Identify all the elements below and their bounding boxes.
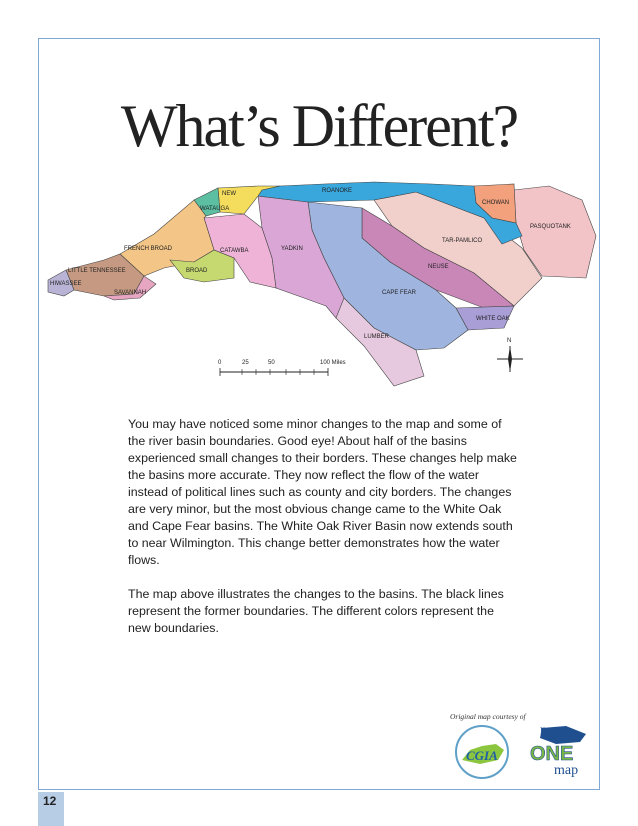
label-pasquotank: PASQUOTANK (530, 224, 571, 230)
body-text (128, 416, 520, 654)
scale-label-100: 100 Miles (320, 360, 346, 366)
label-catawba: CATAWBA (220, 248, 249, 254)
nc-logo-one-text: ONE (530, 743, 574, 765)
nc-logo-nc-text: nc (540, 723, 554, 738)
paragraph: The map above illustrates the changes to the basins. The black lines represent the former boundaries. The different colors represent the new boundaries. (128, 587, 504, 635)
label-little-tennessee: LITTLE TENNESSEE (68, 268, 126, 274)
compass-label: N (507, 338, 512, 344)
label-french-broad: FRENCH BROAD (124, 246, 173, 252)
nc-logo-map-text: map (554, 763, 579, 778)
cgia-logo (452, 720, 512, 780)
label-neuse: NEUSE (428, 264, 449, 270)
scale-label-25: 25 (242, 360, 249, 366)
label-tar-pamlico: TAR-PAMLICO (442, 238, 483, 244)
river-basin-map-graphic (44, 178, 600, 388)
label-hiwassee: HIWASSEE (50, 281, 82, 287)
river-basin-map (44, 178, 600, 388)
label-white-oak: WHITE OAK (476, 316, 510, 322)
paragraph: You may have noticed some minor changes to the map and some of the river basin boundaries. Good eye! About half of the basins experienced small changes to their borders. These changes help make the basins more accurate. They now reflect the flow of the water instead of political lines such as county and city borders. The changes are very minor, but the most obvious change came to the White Oak and Cape Fear basins. The White Oak River Basin now extends south to near Wilmington. This change better demonstrates how the water flows. (128, 417, 517, 567)
label-yadkin: YADKIN (281, 246, 303, 252)
page-title: What’s Different? (120, 93, 518, 159)
page-number-tab (38, 792, 64, 826)
label-roanoke: ROANOKE (322, 188, 353, 194)
nc-onemap-logo (520, 720, 592, 782)
scale-bar (220, 368, 328, 376)
label-broad: BROAD (186, 268, 208, 274)
map-credit: Original map courtesy of (450, 712, 526, 721)
label-savannah: SAVANNAH (114, 290, 147, 296)
scale-label-50: 50 (268, 360, 275, 366)
scale-label-0: 0 (218, 360, 222, 366)
label-watauga: WATAUGA (200, 206, 230, 212)
compass-rose-icon (497, 346, 523, 372)
label-chowan: CHOWAN (482, 200, 510, 206)
label-new: NEW (222, 191, 236, 197)
cgia-logo-text: CGIA (466, 748, 498, 763)
label-cape-fear: CAPE FEAR (382, 290, 417, 296)
page-number: 12 (43, 794, 57, 808)
label-lumber: LUMBER (364, 334, 390, 340)
